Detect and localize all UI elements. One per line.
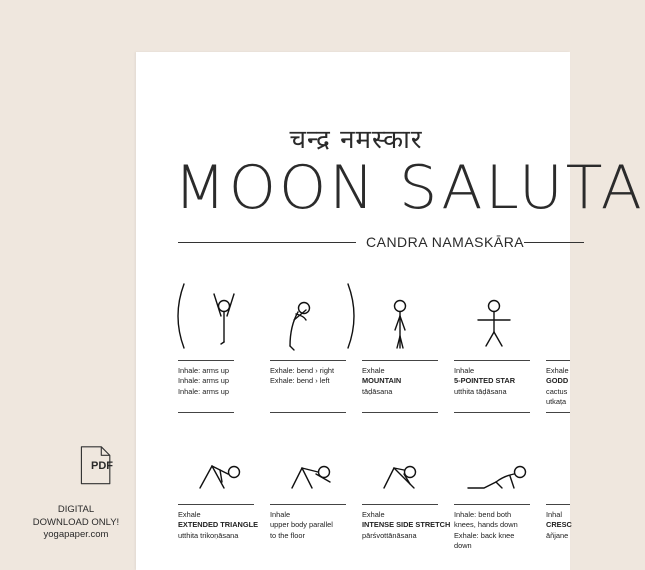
forward-fold-pose-icon xyxy=(286,462,346,496)
caption-forward-fold: Inhale upper body parallel to the floor xyxy=(270,510,333,540)
caption-knee-down: Inhale: bend both knees, hands down Exhale: back knee down xyxy=(454,510,518,551)
caption-mountain: Exhale MOUNTAIN tāḍāsana xyxy=(362,366,402,396)
five-pointed-star-pose-icon xyxy=(474,296,514,356)
caption-intense-side-stretch: Exhale INTENSE SIDE STRETCH pārśvottānāsana xyxy=(362,510,451,540)
poster-subtitle: CANDRA NAMASKĀRA xyxy=(366,234,525,250)
caption-goddess: Exhale GODD cactus utkaṭa xyxy=(546,366,569,407)
extended-triangle-pose-icon xyxy=(194,460,244,496)
intense-side-stretch-pose-icon xyxy=(380,462,440,496)
caption-crescent: Inhal CRESC āñjane xyxy=(546,510,572,540)
site-label: yogapaper.com xyxy=(43,529,109,540)
subtitle-rule-left xyxy=(178,242,356,243)
poster-title: MOON SALUTA xyxy=(174,153,645,223)
download-only-label: DOWNLOAD ONLY! xyxy=(32,516,120,528)
subtitle-rule-right xyxy=(524,242,584,243)
poster-sheet xyxy=(136,52,645,570)
side-bend-pose-icon xyxy=(276,296,336,356)
digital-label: DIGITAL xyxy=(57,504,95,515)
caption-arms-up: Inhale: arms up Inhale: arms up Inhale: arms up xyxy=(178,366,229,396)
caption-extended-triangle: Exhale EXTENDED TRIANGLE utthita trikoṇāsana xyxy=(178,510,259,540)
knee-down-pose-icon xyxy=(462,462,532,496)
digital-download-note xyxy=(14,504,138,542)
mountain-pose-icon xyxy=(388,296,418,356)
pdf-label: PDF xyxy=(91,460,113,472)
sanskrit-title: चन्द्र नमस्कार xyxy=(289,125,423,155)
caption-five-pointed-star: Inhale 5-POINTED STAR utthita tāḍāsana xyxy=(454,366,516,396)
caption-side-bend: Exhale: bend › right Exhale: bend › left xyxy=(270,366,335,386)
